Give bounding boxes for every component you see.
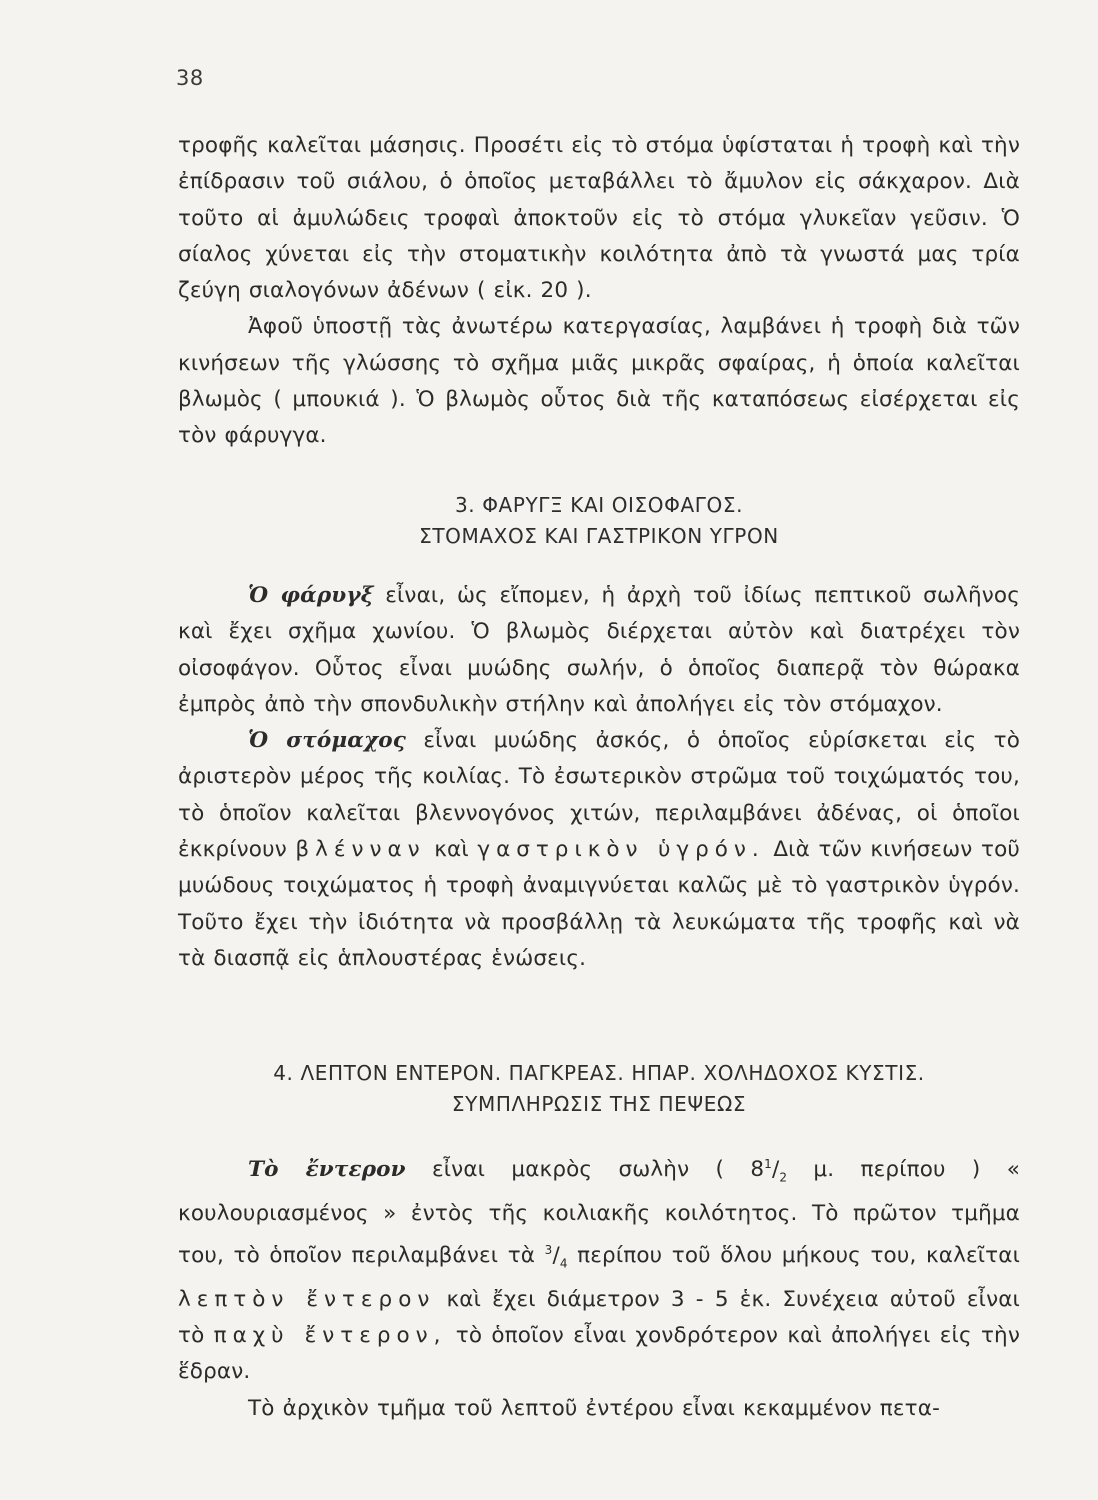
term-stomach: Ὁ στόμαχος bbox=[248, 728, 406, 754]
intro-text-block bbox=[178, 128, 1020, 455]
section-4-heading-line2: ΣΥΜΠΛΗΡΩΣΙΣ ΤΗΣ ΠΕΨΕΩΣ bbox=[451, 1092, 747, 1116]
paragraph-saliva: τροφῆς καλεῖται μάσησις. Προσέτι εἰς τὸ στόμα ὑφίσταται ἡ τροφὴ καὶ τὴν ἐπίδρασιν τοῦ σιάλου, ὁ ὁποῖος μεταβάλλει τὸ ἄμυλον εἰς σάκχαρον. Διὰ τοῦτο αἱ ἀμυλώδεις τροφαὶ ἀποκτοῦν εἰς τὸ στόμα γλυκεῖαν γεῦσιν. Ὁ σίαλος χύνεται εἰς τὴν στοματικὴν κοιλότητα ἀπὸ τὰ γνωστά μας τρία ζεύγη σιαλογόνων ἀδένων ( εἰκ. 20 ). bbox=[178, 133, 1020, 304]
spaced-term-small-intestine: λεπτὸν ἔντερον bbox=[178, 1286, 436, 1312]
paragraph-stomach bbox=[178, 723, 1020, 977]
paragraph-intestine-text-d: καὶ ἔχει διάμετρον 3 - 5 ἑκ. Συνέχεια αὐτοῦ εἶναι τὸ bbox=[178, 1286, 1020, 1349]
section-3-heading-line1: 3. ΦΑΡΥΓΞ ΚΑΙ ΟΙΣΟΦΑΓΟΣ. bbox=[454, 493, 744, 517]
paragraph-intestine-text-c: περίπου τοῦ ὅλου μήκους του, καλεῖται bbox=[567, 1243, 1020, 1269]
section-4-heading-line1: 4. ΛΕΠΤΟΝ ΕΝΤΕΡΟΝ. ΠΑΓΚΡΕΑΣ. ΗΠΑΡ. ΧΟΛΗΔΟΧΟΣ ΚΥΣΤΙΣ. bbox=[273, 1061, 925, 1085]
page-number: 38 bbox=[176, 66, 204, 90]
section-3-heading-line2: ΣΤΟΜΑΧΟΣ ΚΑΙ ΓΑΣΤΡΙΚΟΝ ΥΓΡΟΝ bbox=[419, 524, 779, 548]
paragraph-intestine-text-b: μ. περίπου ) « κουλουριασμένος » ἐντὸς τῆς κοιλιακῆς κοιλότητος. Τὸ πρῶτον τμῆμα του, τὸ ὁποῖον περιλαμβάνει τὰ bbox=[178, 1157, 1020, 1269]
section-3-heading bbox=[178, 490, 1020, 552]
paragraph-stomach-text-a: εἶναι μυώδης ἀσκός, ὁ ὁποῖος εὑρίσκεται εἰς τὸ ἀριστερὸν μέρος τῆς κοιλίας. Τὸ ἐσωτερικὸν στρῶμα τοῦ τοιχώματός του, τὸ ὁποῖον καλεῖται βλεννογόνος χιτών, περιλαμβάνει ἀδένας, οἱ ὁποῖοι ἐκκρίνουν bbox=[178, 728, 1020, 863]
section-4-heading bbox=[178, 1058, 1020, 1120]
fraction-half-denominator: 2 bbox=[779, 1170, 788, 1185]
spaced-term-gastric-juice: γαστρικὸν ὑγρόν. bbox=[477, 837, 765, 863]
fraction-three-quarters-denominator: 4 bbox=[559, 1256, 568, 1271]
paragraph-bolus: Ἀφοῦ ὑποστῇ τὰς ἀνωτέρω κατεργασίας, λαμβάνει ἡ τροφὴ διὰ τῶν κινήσεων τῆς γλώσσης τὸ σχῆμα μιᾶς μικρᾶς σφαίρας, ἡ ὁποία καλεῖται βλωμὸς ( μπουκιά ). Ὁ βλωμὸς οὗτος διὰ τῆς καταπόσεως εἰσέρχεται εἰς τὸν φάρυγγα. bbox=[178, 314, 1020, 449]
spaced-term-mucus: βλένναν bbox=[295, 837, 426, 863]
term-pharynx: Ὁ φάρυγξ bbox=[248, 583, 374, 608]
section-3-text-block bbox=[178, 578, 1020, 977]
fraction-three-quarters-numerator: 3 bbox=[544, 1243, 553, 1258]
paragraph-intestine-text-a: εἶναι μακρὸς σωλὴν ( 8 bbox=[405, 1157, 765, 1183]
section-4-text-block bbox=[178, 1146, 1020, 1427]
paragraph-stomach-text-b: καὶ bbox=[425, 837, 478, 863]
paragraph-intestine: Τὸ ἔντερον εἶναι μακρὸς σωλὴν ( $8^1/_2$ μ. περίπου ) « κουλουριασμένος » ἐντὸς τῆς κοιλιακῆς κοιλότητος. Τὸ πρῶτον τμῆμα του, τὸ ὁποῖον περιλαμβάνει τὰ $^3/_4$ περίπου τοῦ ὅλου μήκους του, καλεῖται λεπτὸν ἔντερον καὶ ἔχει διάμετρον 3 - 5 ἑκ. Συνέχεια αὐτοῦ εἶναι τὸ παχὺ ἔντερον, τὸ ὁποῖον εἶναι χονδρότερον καὶ ἀπολήγει εἰς τὴν ἕδραν. bbox=[178, 1157, 1020, 1385]
fraction-half-numerator: 1 bbox=[764, 1157, 772, 1171]
spaced-term-large-intestine: παχὺ ἔντερον, bbox=[213, 1323, 447, 1349]
paragraph-stomach-text-c: Διὰ τῶν κινήσεων τοῦ μυώδους τοιχώματος ἡ τροφὴ ἀναμιγνύεται καλῶς μὲ τὸ γαστρικὸν ὑγρόν. Τοῦτο ἔχει τὴν ἰδιότητα νὰ προσβάλλῃ τὰ λευκώματα τῆς τροφῆς καὶ νὰ τὰ διασπᾷ εἰς ἁπλουστέρας ἑνώσεις. bbox=[178, 837, 1020, 971]
paragraph-pharynx-text: εἶναι, ὡς εἴπομεν, ἡ ἀρχὴ τοῦ ἰδίως πεπτικοῦ σωλῆνος καὶ ἔχει σχῆμα χωνίου. Ὁ βλωμὸς διέρχεται αὐτὸν καὶ διατρέχει τὸν οἰσοφάγον. Οὗτος εἶναι μυώδης σωλήν, ὁ ὁποῖος διαπερᾷ τὸν θώρακα ἐμπρὸς ἀπὸ τὴν σπονδυλικὴν στήλην καὶ ἀπολήγει εἰς τὸν στόμαχον. bbox=[178, 583, 1020, 717]
paragraph-pharynx bbox=[178, 578, 1020, 723]
paragraph-small-intestine-start: Τὸ ἀρχικὸν τμῆμα τοῦ λεπτοῦ ἐντέρου εἶναι κεκαμμένον πετα- bbox=[248, 1395, 940, 1421]
paragraph-intestine-text-e: τὸ ὁποῖον εἶναι χονδρότερον καὶ ἀπολήγει εἰς τὴν ἕδραν. bbox=[178, 1323, 1020, 1385]
term-intestine: Τὸ ἔντερον bbox=[248, 1157, 406, 1183]
